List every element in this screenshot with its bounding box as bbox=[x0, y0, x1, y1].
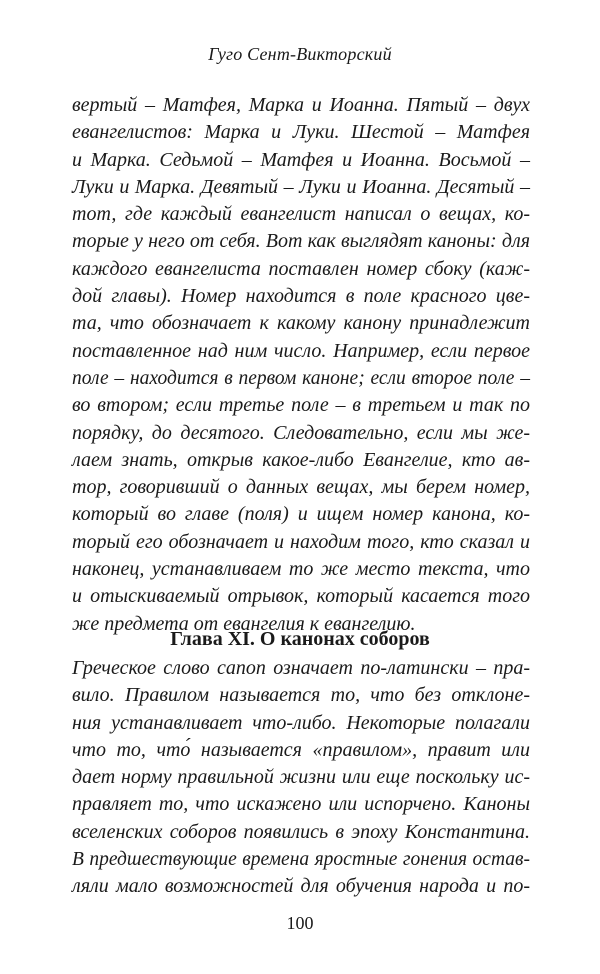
text-line: вселенских соборов появились в эпоху Константина. bbox=[72, 820, 530, 843]
text-line: и Марка. Седьмой – Матфея и Иоанна. Восьмой – bbox=[72, 148, 530, 171]
text-line: ния устанавливает что-либо. Некоторые полагали bbox=[72, 711, 530, 734]
text-line: правляет то, что искажено или испорчено. Каноны bbox=[72, 793, 530, 816]
text-line: В предшествующие времена яростные гонения остав- bbox=[72, 849, 530, 871]
text-line: каждого евангелиста поставлен номер сбоку (каж- bbox=[72, 257, 530, 280]
text-line: который во главе (поля) и ищем номер канона, ко- bbox=[72, 503, 530, 526]
text-line: та, что обозначает к какому канону принадлежит bbox=[72, 312, 530, 335]
text-line: тот, где каждый евангелист написал о вещах, ко- bbox=[72, 203, 530, 226]
text-line: поле – находится в первом каноне; если второе поле – bbox=[72, 367, 530, 389]
text-line: торые у него от себя. Вот как выглядят каноны: для bbox=[72, 230, 530, 253]
text-line: торый его обозначает и находим того, кто сказал и bbox=[72, 530, 530, 553]
text-line: во втором; если третье поле – в третьем и так по bbox=[72, 394, 530, 417]
paragraph-council-canons bbox=[72, 655, 530, 901]
text-line: Греческое слово canon означает по-латински – пра- bbox=[72, 657, 530, 679]
text-line: Луки и Марка. Девятый – Луки и Иоанна. Десятый – bbox=[72, 175, 530, 198]
text-line: наконец, устанавливаем то же место текста, что bbox=[72, 558, 530, 581]
text-line: же предмета от евангелия к евангелию. bbox=[72, 612, 416, 635]
running-header: Гуго Сент-Викторский bbox=[208, 44, 392, 64]
text-line: вертый – Матфея, Марка и Иоанна. Пятый – двух bbox=[72, 94, 530, 116]
text-line: дой главы). Номер находится в поле красного цве- bbox=[72, 285, 530, 308]
text-line: что то, что́ называется «правилом», правит или bbox=[72, 738, 530, 761]
paragraph-canons-continuation bbox=[72, 92, 530, 638]
chapter-title: Глава XI. О канонах соборов bbox=[170, 628, 430, 650]
text-line: тор, говоривший о данных вещах, мы берем номер, bbox=[72, 476, 530, 499]
text-line: поставленное над ним число. Например, если первое bbox=[72, 339, 530, 362]
text-line: вило. Правилом называется то, что без отклоне- bbox=[72, 684, 530, 707]
text-line: и отыскиваемый отрывок, который касается того bbox=[72, 585, 530, 608]
text-line: лаем знать, открыв какое-либо Евангелие, кто ав- bbox=[72, 448, 530, 471]
text-line: дает норму правильной жизни или еще поскольку ис- bbox=[72, 766, 530, 789]
text-line: евангелистов: Марка и Луки. Шестой – Матфея bbox=[72, 121, 530, 144]
text-line: ляли мало возможностей для обучения народа и по- bbox=[72, 875, 530, 898]
page-number: 100 bbox=[286, 913, 314, 933]
text-line: порядку, до десятого. Следовательно, если мы же- bbox=[72, 421, 530, 444]
